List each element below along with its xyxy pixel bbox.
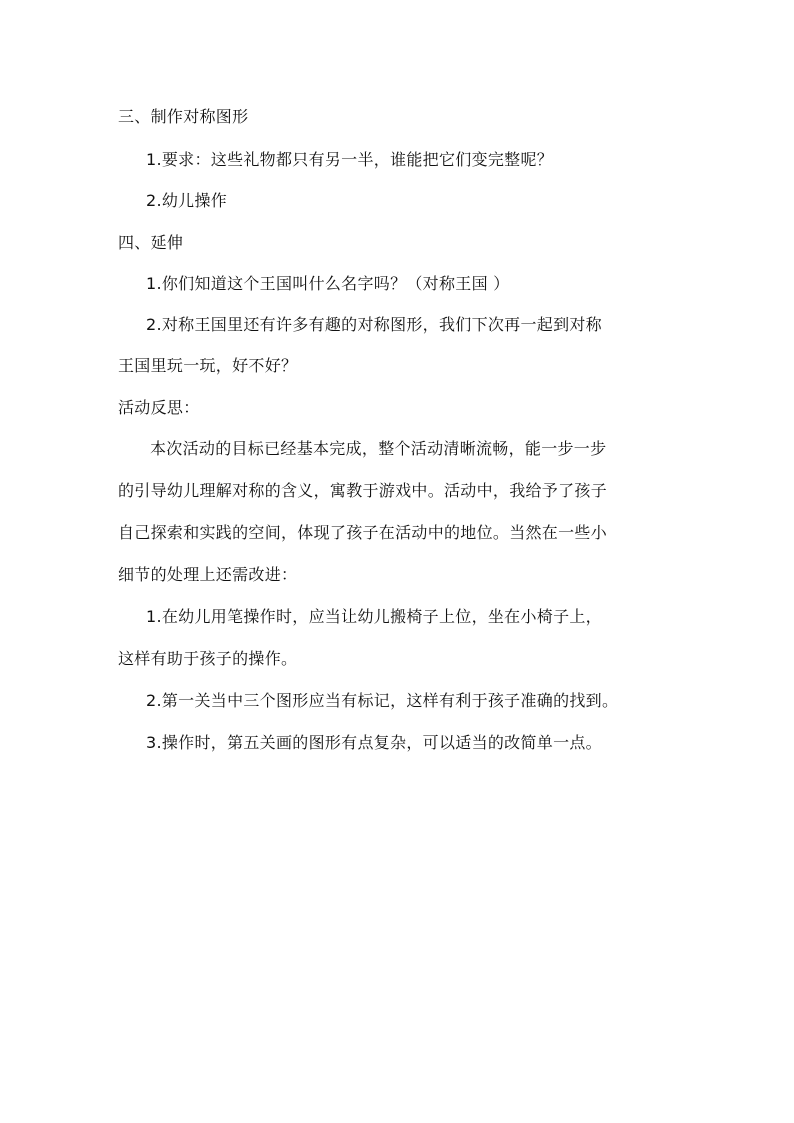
section-heading-reflection: 活动反思： <box>118 398 200 417</box>
improvement-item-1-continued: 这样有助于孩子的操作。 <box>118 649 298 668</box>
reflection-line-4: 细节的处理上还需改进： <box>118 565 298 584</box>
reflection-line-1: 本次活动的目标已经基本完成，整个活动清晰流畅，能一步一步 <box>150 439 607 458</box>
improvement-item-2: 2.第一关当中三个图形应当有标记，这样有利于孩子准确的找到。 <box>146 691 619 710</box>
text-line-child-operation: 2.幼儿操作 <box>146 191 228 210</box>
text-line-symmetry-kingdom: 2.对称王国里还有许多有趣的对称图形，我们下次再一起到对称 <box>146 315 602 334</box>
section-heading-three: 三、制作对称图形 <box>118 107 249 126</box>
improvement-item-3: 3.操作时，第五关画的图形有点复杂，可以适当的改简单一点。 <box>146 733 602 752</box>
reflection-line-2: 的引导幼儿理解对称的含义，寓教于游戏中。活动中，我给予了孩子 <box>118 481 608 500</box>
text-line-requirement: 1.要求：这些礼物都只有另一半，谁能把它们变完整呢？ <box>146 150 554 169</box>
section-heading-four: 四、延伸 <box>118 233 184 252</box>
improvement-item-1: 1.在幼儿用笔操作时，应当让幼儿搬椅子上位，坐在小椅子上， <box>146 607 602 626</box>
reflection-line-3: 自己探索和实践的空间，体现了孩子在活动中的地位。当然在一些小 <box>118 523 608 542</box>
text-line-kingdom-name: 1.你们知道这个王国叫什么名字吗？（对称王国 ） <box>146 274 510 293</box>
text-line-symmetry-kingdom-continued: 王国里玩一玩，好不好？ <box>118 356 298 375</box>
